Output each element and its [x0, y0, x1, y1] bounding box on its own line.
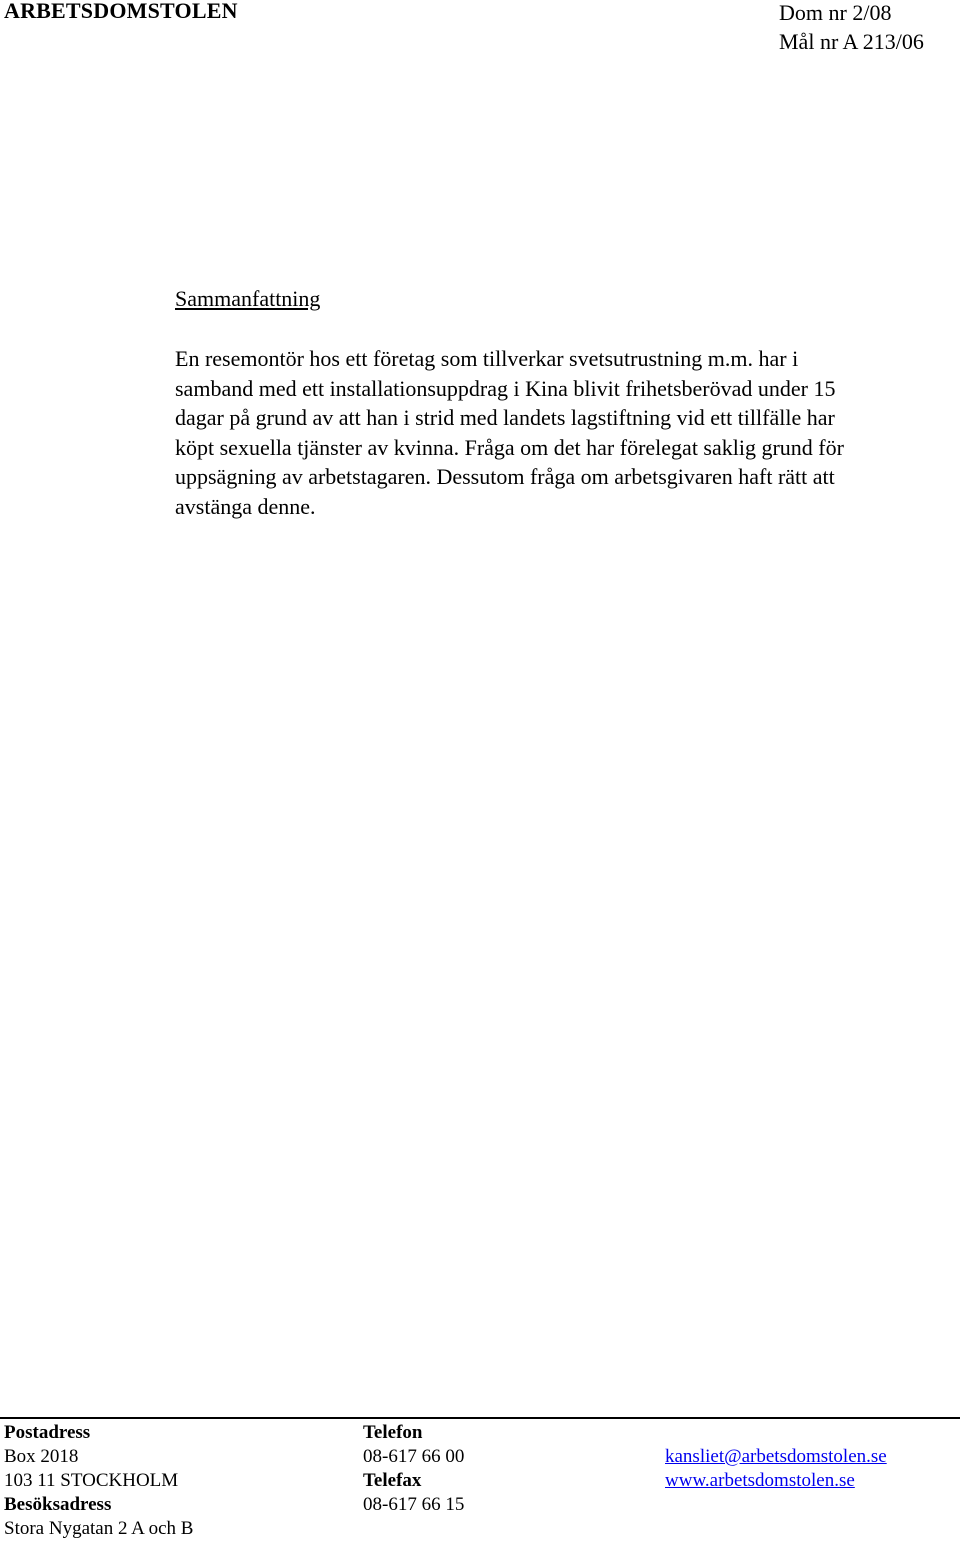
summary-paragraph — [175, 344, 955, 521]
fax-label: Telefax — [363, 1470, 422, 1491]
judgment-number: Dom nr 2/08 — [779, 0, 892, 25]
summary-line: samband med ett installationsuppdrag i Kina blivit frihetsberövad under 15 — [175, 375, 836, 401]
postal-box: Box 2018 — [4, 1446, 79, 1467]
postal-address-label: Postadress — [4, 1422, 91, 1443]
visiting-address-label: Besöksadress — [4, 1494, 112, 1515]
fax-number: 08-617 66 15 — [363, 1494, 465, 1515]
footer-phone-column — [363, 1421, 464, 1517]
case-number: Mål nr A 213/06 — [779, 29, 924, 54]
summary-line: dagar på grund av att han i strid med landets lagstiftning vid ett tillfälle har — [175, 405, 835, 430]
summary-line: uppsägning av arbetstagaren. Dessutom fråga om arbetsgivaren haft rätt att — [175, 464, 835, 489]
email-link[interactable]: kansliet@arbetsdomstolen.se — [665, 1446, 887, 1467]
phone-label: Telefon — [363, 1422, 423, 1443]
footer-address-column — [4, 1421, 193, 1541]
summary-line: En resemontör hos ett företag som tillverkar svetsutrustning m.m. har i — [175, 346, 799, 371]
summary-heading: Sammanfattning — [175, 286, 321, 311]
visiting-street: Stora Nygatan 2 A och B — [4, 1518, 194, 1539]
phone-number: 08-617 66 00 — [363, 1446, 465, 1467]
summary-line: köpt sexuella tjänster av kvinna. Fråga om det har förelegat saklig grund för — [175, 434, 844, 460]
court-name: ARBETSDOMSTOLEN — [4, 0, 238, 23]
postal-city: 103 11 STOCKHOLM — [4, 1470, 179, 1491]
website-link[interactable]: www.arbetsdomstolen.se — [665, 1470, 855, 1491]
footer-divider — [0, 1417, 960, 1419]
case-references — [779, 0, 924, 56]
summary-line: avstänga denne. — [175, 493, 316, 519]
footer-contact-column — [665, 1445, 887, 1493]
